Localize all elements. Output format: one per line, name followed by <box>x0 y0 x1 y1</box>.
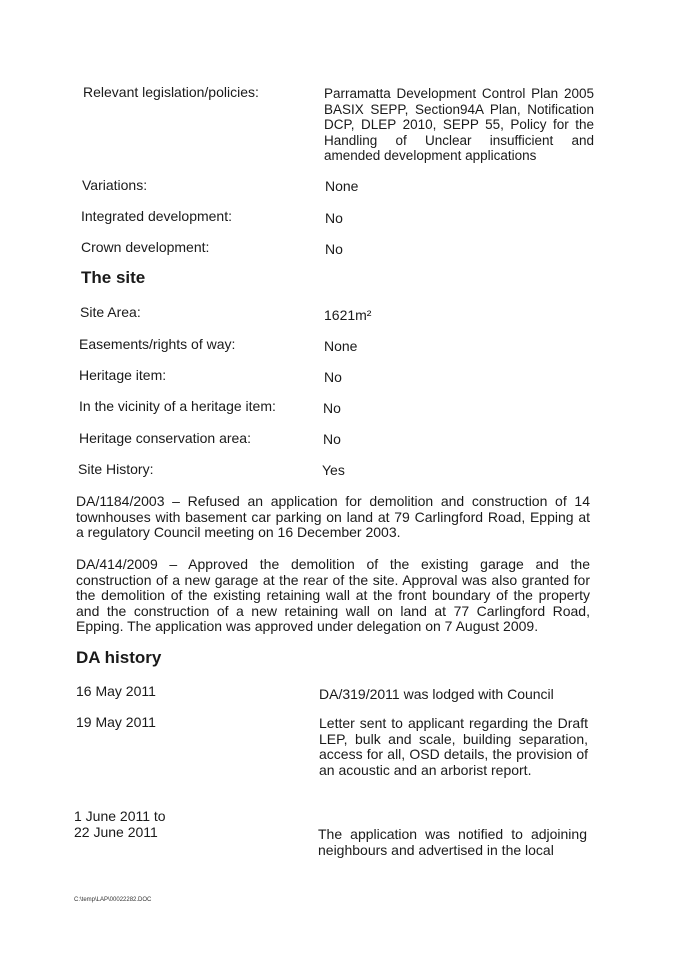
da-date-3-line2: 22 June 2011 <box>74 824 158 840</box>
value-site-area: 1621m² <box>324 307 372 323</box>
heading-the-site: The site <box>81 268 146 287</box>
label-site-history: Site History: <box>78 461 154 477</box>
footer-file-path: C:\temp\LAP\00022282.DOC <box>74 897 152 903</box>
label-integrated-development: Integrated development: <box>81 208 232 224</box>
label-variations: Variations: <box>82 177 148 193</box>
value-variations: None <box>325 178 359 194</box>
da-text-3: The application was notified to adjoining neighbours and advertised in the local <box>318 826 587 858</box>
value-integrated-development: No <box>325 210 343 226</box>
da-date-2: 19 May 2011 <box>76 714 156 730</box>
history-paragraph-1: DA/1184/2003 – Refused an application for demolition and construction of 14 townhouses with basement car parking on land at 79 Carlingford Road, Epping at a regulatory Council meeting on 16 December 2003. <box>76 493 590 540</box>
heading-da-history: DA history <box>76 648 162 667</box>
label-vicinity-heritage: In the vicinity of a heritage item: <box>79 398 276 414</box>
label-heritage-item: Heritage item: <box>79 367 167 383</box>
value-easements: None <box>324 338 358 354</box>
value-site-history: Yes <box>322 462 345 478</box>
label-relevant-legislation: Relevant legislation/policies: <box>83 84 259 100</box>
da-date-1: 16 May 2011 <box>76 683 156 699</box>
label-easements: Easements/rights of way: <box>79 336 236 352</box>
label-crown-development: Crown development: <box>81 239 210 255</box>
history-paragraph-2: DA/414/2009 – Approved the demolition of the existing garage and the construction of a new garage at the rear of the site. Approval was also granted for the demolition of the existing retaining wall at the front boundary of the property and the construction of a new retaining wall on land at 77 Carlingford Road, Epping. The application was approved under delegation on 7 August 2009. <box>76 556 590 634</box>
value-vicinity-heritage: No <box>323 400 341 416</box>
da-text-1: DA/319/2011 was lodged with Council <box>319 686 554 702</box>
value-heritage-conservation: No <box>323 431 341 447</box>
da-text-2: Letter sent to applicant regarding the Draft LEP, bulk and scale, building separation, access for all, OSD details, the provision of an acoustic and an arborist report. <box>319 715 588 778</box>
value-relevant-legislation: Parramatta Development Control Plan 2005 BASIX SEPP, Section94A Plan, Notification DCP, DLEP 2010, SEPP 55, Policy for the Handling of Unclear insufficient and amended development applications <box>324 86 594 163</box>
value-crown-development: No <box>325 241 343 257</box>
label-heritage-conservation: Heritage conservation area: <box>79 430 251 446</box>
label-site-area: Site Area: <box>80 304 141 320</box>
value-heritage-item: No <box>324 369 342 385</box>
da-date-3-line1: 1 June 2011 to <box>74 808 166 824</box>
